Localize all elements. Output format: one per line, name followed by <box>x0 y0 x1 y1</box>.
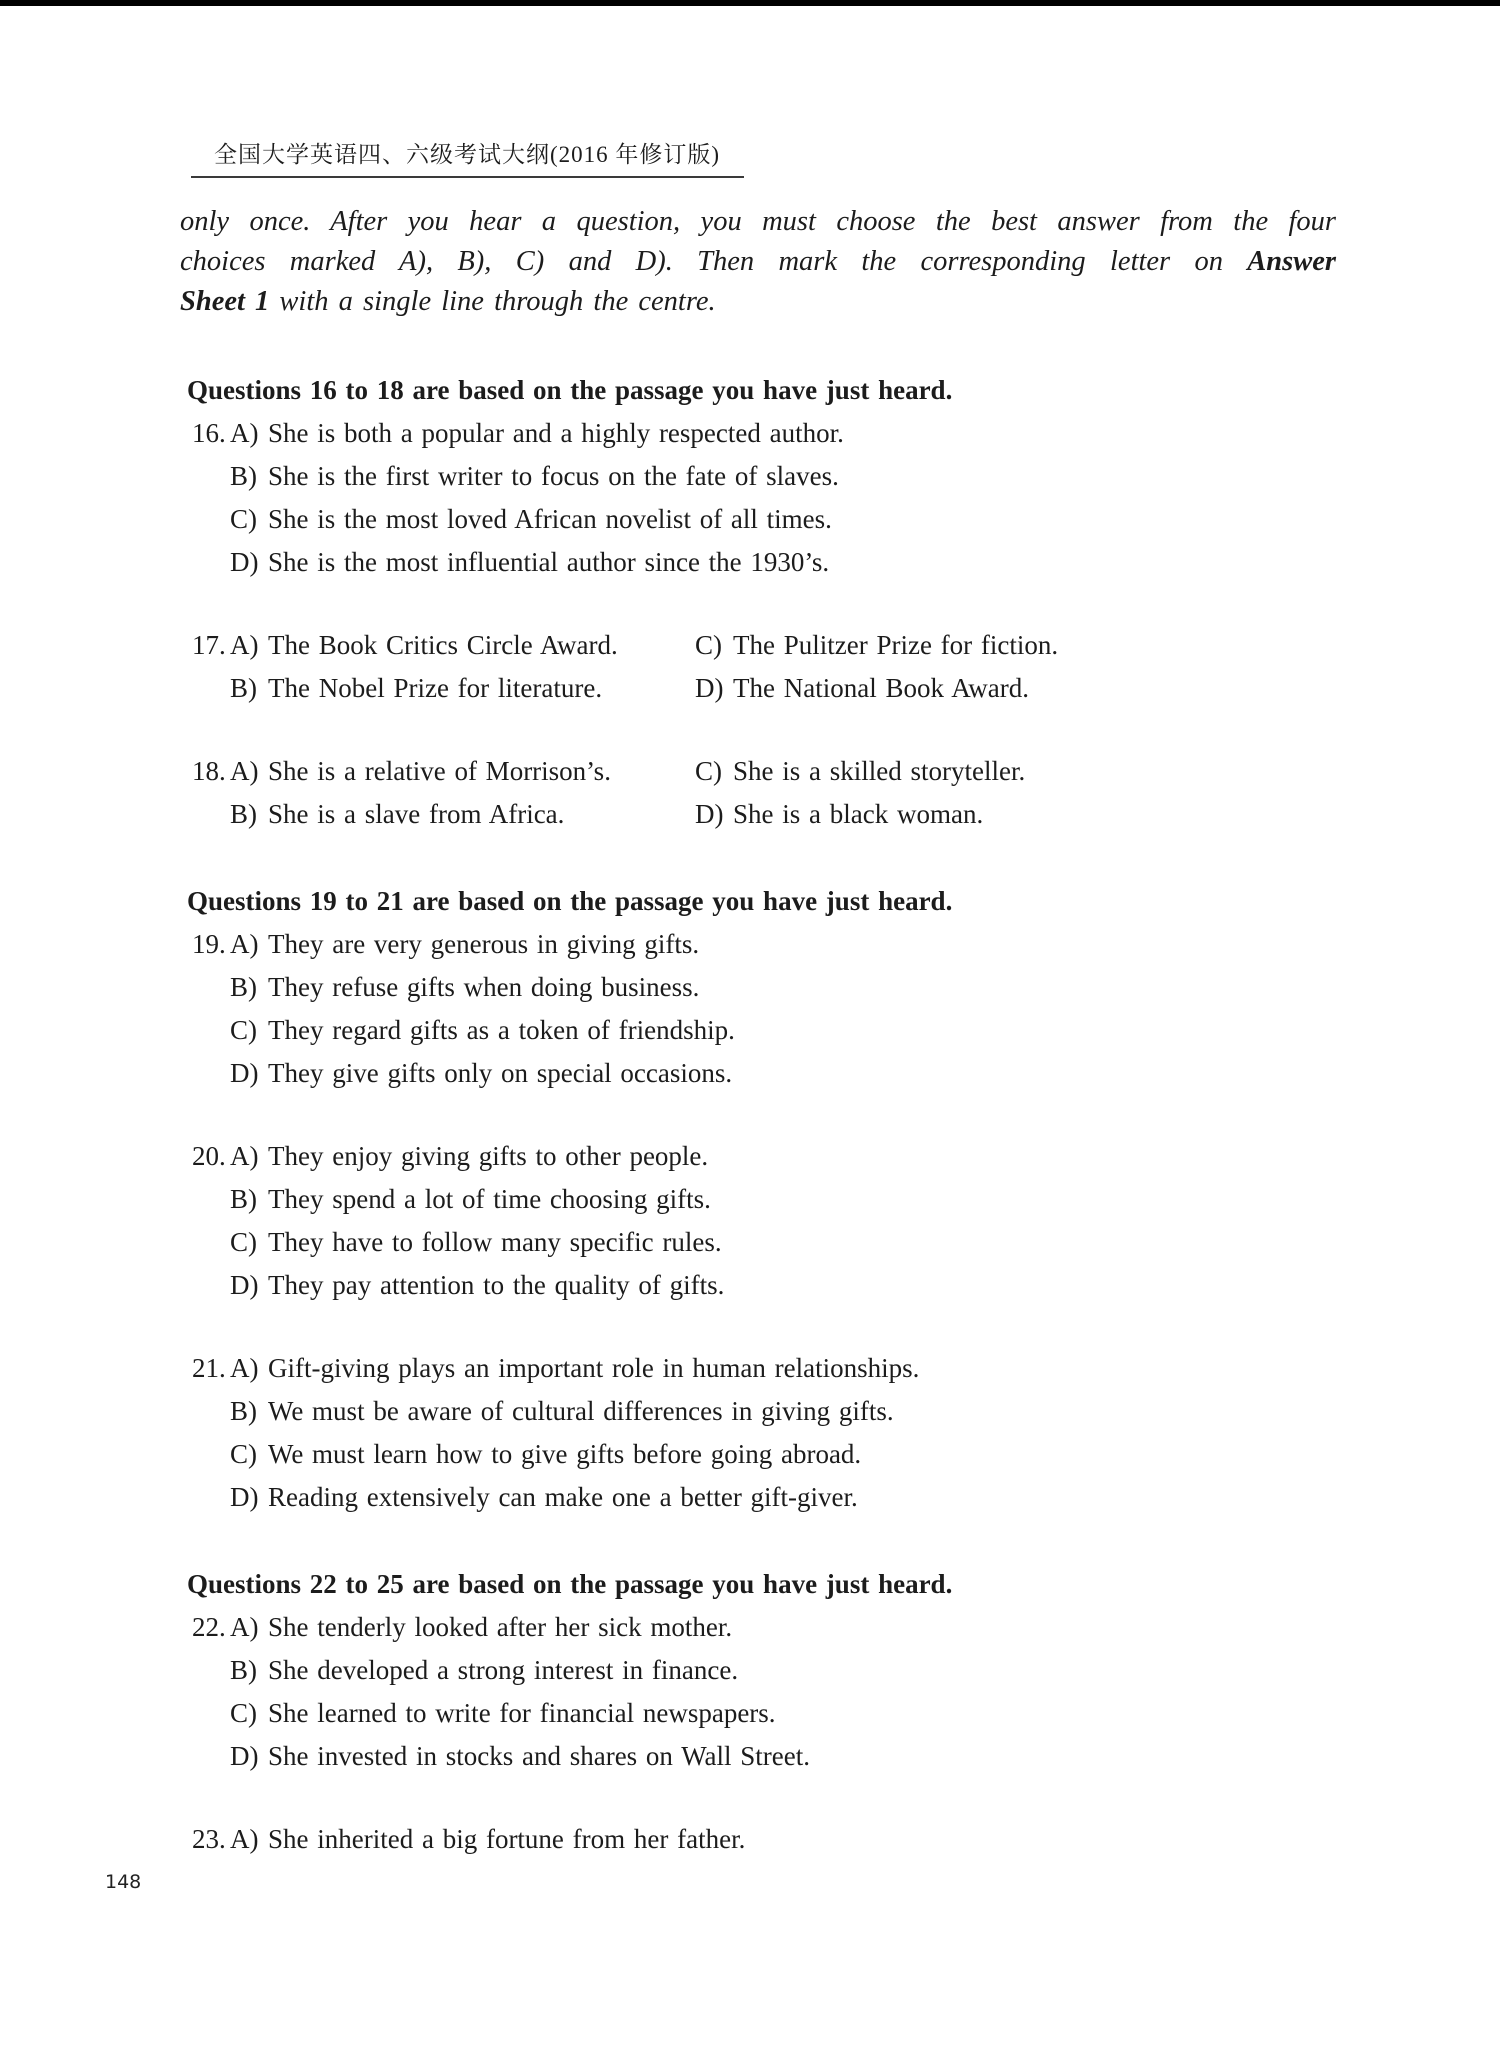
option-text: They regard gifts as a token of friendship. <box>268 1015 735 1045</box>
intro-bold-text: Answer <box>1247 246 1336 277</box>
option-letter: D) <box>230 1270 259 1300</box>
option-letter: D) <box>230 1058 259 1088</box>
intro-line-1 <box>180 202 1336 242</box>
intro-line-3 <box>180 282 1336 322</box>
option-row <box>192 1735 1392 1778</box>
header-title: 全国大学英语四、六级考试大纲(2016 年修订版) <box>214 142 721 167</box>
option-row <box>192 1135 1392 1178</box>
option-text: She developed a strong interest in finance. <box>268 1655 739 1685</box>
option-text: They are very generous in giving gifts. <box>268 929 700 959</box>
option-row <box>192 412 1392 455</box>
question-number: 18. <box>192 756 226 786</box>
option-row <box>192 1052 1392 1095</box>
option-letter: B) <box>230 799 257 829</box>
question-number: 16. <box>192 418 226 448</box>
option-text: She is a skilled storyteller. <box>733 756 1026 786</box>
option-letter: A) <box>230 1141 259 1171</box>
option-letter: A) <box>230 630 259 660</box>
option-row <box>192 1433 1392 1476</box>
option-letter: B) <box>230 972 257 1002</box>
question-block <box>192 624 1392 710</box>
question-block <box>192 412 1392 584</box>
option-text: She invested in stocks and shares on Wall Street. <box>268 1741 810 1771</box>
section-heading: Questions 19 to 21 are based on the passage you have just heard. <box>187 886 953 916</box>
option-text: They enjoy giving gifts to other people. <box>268 1141 709 1171</box>
option-letter: A) <box>230 1353 259 1383</box>
option-text: She is both a popular and a highly respected author. <box>268 418 844 448</box>
option-row <box>192 793 1392 836</box>
question-number: 22. <box>192 1612 226 1642</box>
questions-area <box>187 369 1392 1861</box>
option-row <box>192 667 1392 710</box>
option-row <box>192 1390 1392 1433</box>
option-letter: C) <box>230 1015 257 1045</box>
option-text: She inherited a big fortune from her father. <box>268 1824 746 1854</box>
intro-text: only once. After you hear a question, you must choose the best answer from the four <box>180 206 1336 237</box>
option-letter: B) <box>230 461 257 491</box>
option-letter: B) <box>230 1396 257 1426</box>
question-number: 20. <box>192 1141 226 1171</box>
option-text: They have to follow many specific rules. <box>268 1227 722 1257</box>
option-letter: D) <box>695 673 724 703</box>
question-block <box>192 923 1392 1095</box>
question-block <box>192 1135 1392 1307</box>
option-letter: A) <box>230 1824 259 1854</box>
intro-text: with a single line through the centre. <box>269 286 716 317</box>
option-text: They give gifts only on special occasions. <box>268 1058 733 1088</box>
option-row <box>192 923 1392 966</box>
option-text: She is a slave from Africa. <box>268 799 565 829</box>
question-section <box>187 369 1392 836</box>
option-letter: B) <box>230 1655 257 1685</box>
option-text: The National Book Award. <box>733 673 1029 703</box>
page-number: 148 <box>105 1871 142 1893</box>
option-row <box>192 1178 1392 1221</box>
option-row <box>192 498 1392 541</box>
question-number: 19. <box>192 929 226 959</box>
option-row <box>192 1649 1392 1692</box>
question-section <box>187 880 1392 1519</box>
option-letter: C) <box>230 1698 257 1728</box>
option-row <box>192 1347 1392 1390</box>
option-row <box>192 1692 1392 1735</box>
option-row <box>192 1606 1392 1649</box>
option-text: The Pulitzer Prize for fiction. <box>733 630 1059 660</box>
option-text: We must learn how to give gifts before going abroad. <box>268 1439 862 1469</box>
option-letter: B) <box>230 673 257 703</box>
scan-edge-artifact <box>0 0 1500 6</box>
option-text: They refuse gifts when doing business. <box>268 972 700 1002</box>
option-text: She is a relative of Morrison’s. <box>268 756 611 786</box>
question-block <box>192 1347 1392 1519</box>
option-text: She is a black woman. <box>733 799 984 829</box>
section-heading: Questions 16 to 18 are based on the passage you have just heard. <box>187 375 953 405</box>
option-letter: B) <box>230 1184 257 1214</box>
option-text: We must be aware of cultural differences in giving gifts. <box>268 1396 894 1426</box>
page-header <box>191 136 744 178</box>
option-letter: D) <box>695 799 724 829</box>
intro-bold-text: Sheet 1 <box>180 286 270 317</box>
question-section <box>187 1563 1392 1861</box>
option-row <box>192 1818 1392 1861</box>
question-number: 17. <box>192 630 226 660</box>
question-block <box>192 1606 1392 1778</box>
option-letter: C) <box>230 504 257 534</box>
option-text: They pay attention to the quality of gifts. <box>268 1270 725 1300</box>
option-text: She is the first writer to focus on the fate of slaves. <box>268 461 839 491</box>
option-text: She is the most loved African novelist of all times. <box>268 504 832 534</box>
option-text: Gift-giving plays an important role in human relationships. <box>268 1353 920 1383</box>
intro-paragraph <box>180 202 1336 322</box>
option-letter: A) <box>230 929 259 959</box>
option-row <box>192 750 1392 793</box>
option-letter: D) <box>230 1482 259 1512</box>
question-number: 21. <box>192 1353 226 1383</box>
option-row <box>192 1476 1392 1519</box>
question-block <box>192 1818 1392 1861</box>
question-number: 23. <box>192 1824 226 1854</box>
option-row <box>192 455 1392 498</box>
option-letter: D) <box>230 547 259 577</box>
option-text: Reading extensively can make one a better gift-giver. <box>268 1482 858 1512</box>
option-letter: C) <box>695 756 722 786</box>
option-row <box>192 1264 1392 1307</box>
option-text: She learned to write for financial newspapers. <box>268 1698 776 1728</box>
option-text: They spend a lot of time choosing gifts. <box>268 1184 711 1214</box>
option-row <box>192 541 1392 584</box>
section-heading: Questions 22 to 25 are based on the passage you have just heard. <box>187 1569 953 1599</box>
option-text: The Book Critics Circle Award. <box>268 630 618 660</box>
option-letter: A) <box>230 1612 259 1642</box>
intro-line-2 <box>180 242 1336 282</box>
option-row <box>192 624 1392 667</box>
option-letter: C) <box>695 630 722 660</box>
intro-text: choices marked A), B), C) and D). Then mark the corresponding letter on <box>180 246 1248 277</box>
option-row <box>192 1221 1392 1264</box>
option-letter: A) <box>230 418 259 448</box>
option-text: She is the most influential author since the 1930’s. <box>268 547 830 577</box>
option-row <box>192 1009 1392 1052</box>
option-row <box>192 966 1392 1009</box>
option-letter: C) <box>230 1227 257 1257</box>
option-letter: D) <box>230 1741 259 1771</box>
question-block <box>192 750 1392 836</box>
option-letter: C) <box>230 1439 257 1469</box>
option-letter: A) <box>230 756 259 786</box>
option-text: The Nobel Prize for literature. <box>268 673 603 703</box>
option-text: She tenderly looked after her sick mother. <box>268 1612 733 1642</box>
